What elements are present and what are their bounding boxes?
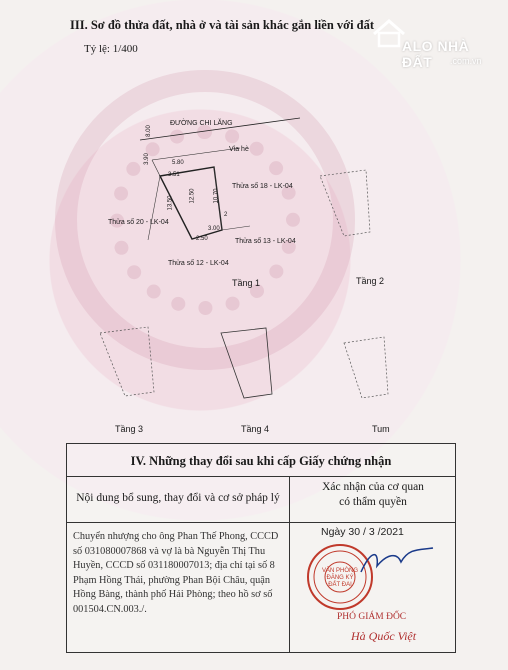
logo-domain: .com.vn [450, 56, 482, 66]
floor-3-caption: Tầng 3 [115, 424, 144, 434]
neighbor-parcel-20: Thửa số 20 - LK-04 [108, 219, 169, 226]
column-header-content: Nội dung bổ sung, thay đổi và cơ sở pháp lý [76, 492, 280, 504]
sidewalk-line [152, 148, 240, 160]
logo-text: ALO NHÀ ĐẤT [402, 38, 470, 70]
svg-text:ĐĂNG KÝ: ĐĂNG KÝ [326, 575, 354, 581]
floor-1-caption: Tầng 1 [232, 278, 261, 288]
signature [357, 542, 437, 582]
changes-table [66, 443, 456, 653]
confirmation-date: Ngày 30 / 3 /2021 [321, 526, 404, 538]
column-header-confirmation: Xác nhận của cơ quan có thẩm quyền [322, 481, 424, 508]
section-title: III. Sơ đồ thửa đất, nhà ở và tài sản khác gắn liền với đất [70, 18, 375, 32]
sidewalk-label: Vỉa hè [229, 146, 249, 153]
floor-4-outline [221, 328, 272, 398]
floor-2-caption: Tầng 2 [356, 276, 385, 286]
signer-title: PHÓ GIÁM ĐỐC [337, 612, 407, 622]
scale-label: Tỷ lệ: 1/400 [84, 43, 138, 55]
changes-title: IV. Những thay đổi sau khi cấp Giấy chứng nhận [130, 454, 392, 468]
svg-text:ĐẤT ĐAI: ĐẤT ĐAI [328, 582, 352, 588]
neighbor-parcel-18: Thửa số 18 - LK-04 [232, 183, 293, 190]
floor-2-outline [320, 170, 370, 236]
roof-caption: Tum [372, 424, 390, 434]
certificate-page: III. Sơ đồ thửa đất, nhà ở và tài sản khác gắn liền với đất Tỷ lệ: 1/400 ALO NHÀ ĐẤT .com.vn ĐƯỜNG CHI LĂNG Vỉa hè Thửa số 18 - LK-04 Thửa số 20 - LK-04 Thửa số 13 - LK-04 Thửa số 12 - LK-04 8.00 3.90 5.80 3.51 10.70 12.50 13.50 2 3.00 2.50 Tầng 1 Tầng 2 Tầng 3 Tầng 4 Tum IV. Những thay đổi sau khi cấp Giấy chứng nhận Nội dung bổ sung, thay đổi và cơ sở pháp lý Xác nhận của cơ quan có thẩm quyền Chuyển nhượng cho ông Phan Thế Phong, CCCD số 031080007868 và vợ là bà Nguyễn Thị Thu Huyền, CCCD số 031180007013; địa chỉ tại số 8 Phạm Hồng Thái, phường Phan Bội Châu, quận Hồng Bàng, thành phố Hải Phòng; theo hồ sơ số 001504.CN.003./. Ngày 30 / 3 /2021 VĂN PHÒNG ĐĂNG KÝ ĐẤT ĐAI PHÓ GIÁM ĐỐC Hà Quốc Việt [0, 0, 508, 670]
floor-4-caption: Tầng 4 [241, 424, 270, 434]
transfer-content: Chuyển nhượng cho ông Phan Thế Phong, CCCD số 031080007868 và vợ là bà Nguyễn Thị Thu Huyền, CCCD số 031180007013; địa chỉ tại số 8 Phạm Hồng Thái, phường Phan Bội Châu, quận Hồng Bàng, thành phố Hải Phòng; theo hồ sơ số 001504.CN.003./. [73, 531, 279, 615]
signer-name: Hà Quốc Việt [351, 629, 417, 643]
road-label: ĐƯỜNG CHI LĂNG [170, 120, 233, 127]
roof-outline [344, 337, 388, 398]
floor-3-outline [100, 327, 154, 396]
neighbor-parcel-12: Thửa số 12 - LK-04 [168, 260, 229, 267]
svg-text:VĂN PHÒNG: VĂN PHÒNG [321, 568, 359, 574]
neighbor-parcel-13: Thửa số 13 - LK-04 [235, 238, 296, 245]
